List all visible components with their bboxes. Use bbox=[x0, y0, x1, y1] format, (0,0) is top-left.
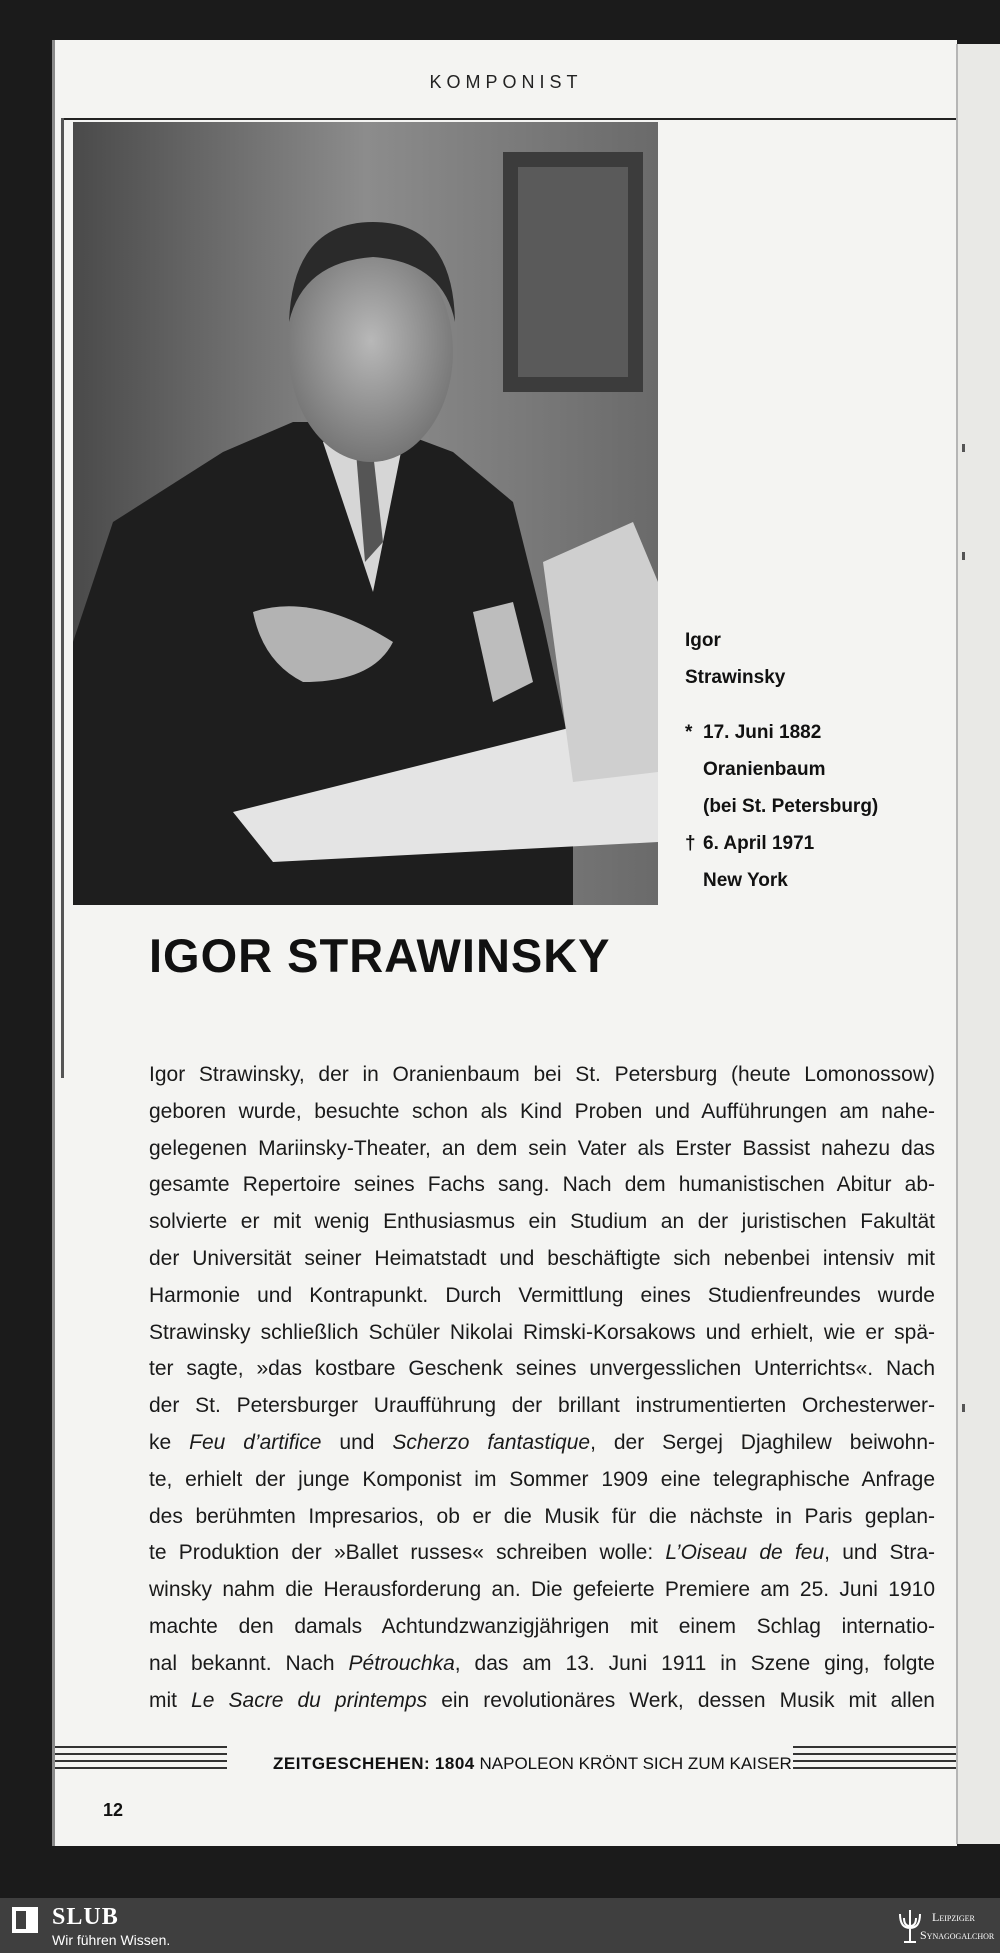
body-line: der St. Petersburger Uraufführung der brillant instrumentierten Orchesterwer- bbox=[149, 1394, 935, 1418]
body-line: gesamte Repertoire seines Fachs sang. Nach dem humanistischen Abitur ab- bbox=[149, 1173, 935, 1197]
caption-name-last: Strawinsky bbox=[685, 667, 786, 688]
slub-name: SLUB bbox=[52, 1904, 119, 1930]
body-line: gelegenen Mariinsky-Theater, an dem sein Vater als Erster Bassist nahezu das bbox=[149, 1136, 935, 1160]
booklet-page bbox=[52, 40, 957, 1846]
body-line: nal bekannt. Nach Pétrouchka, das am 13. Juni 1911 in Szene ging, folgte bbox=[149, 1651, 935, 1675]
article-body bbox=[149, 1057, 935, 1719]
death-date: 6. April 1971 bbox=[703, 833, 815, 854]
article-title: IGOR STRAWINSKY bbox=[149, 929, 611, 982]
timeline-label bbox=[273, 1754, 792, 1774]
timeline-heading: ZEITGESCHEHEN: bbox=[273, 1754, 431, 1773]
work-title: Feu d’artifice bbox=[189, 1430, 322, 1454]
body-line: ke Feu d’artifice und Scherzo fantastique, der Sergej Djaghilew beiwohn- bbox=[149, 1430, 935, 1454]
birth-place: Oranienbaum bbox=[703, 759, 826, 780]
body-line: Strawinsky schließlich Schüler Nikolai Rimski-Korsakows und erhielt, wie er spä- bbox=[149, 1320, 935, 1344]
slub-tagline: Wir führen Wissen. bbox=[52, 1932, 171, 1948]
footer-stripes-right bbox=[793, 1746, 957, 1782]
body-line: mit Le Sacre du printemps ein revolutionäres Werk, dessen Musik mit allen bbox=[149, 1688, 935, 1712]
work-title: Pétrouchka bbox=[348, 1651, 455, 1675]
body-line: winsky nahm die Herausforderung an. Die gefeierte Premiere am 25. Juni 1910 bbox=[149, 1578, 935, 1602]
body-line: ter sagte, »das kostbare Geschenk seines unvergesslichen Unterrichts«. Nach bbox=[149, 1357, 935, 1381]
timeline-event: NAPOLEON KRÖNT SICH ZUM KAISER bbox=[479, 1754, 792, 1773]
birth-date: 17. Juni 1882 bbox=[703, 722, 822, 743]
body-line: Harmonie und Kontrapunkt. Durch Vermittlung eines Studienfreundes wurde bbox=[149, 1283, 935, 1307]
body-line: geboren wurde, besuchte schon als Kind Proben und Aufführungen am nahe- bbox=[149, 1099, 935, 1123]
next-page-edge bbox=[956, 44, 1000, 1844]
body-line: te Produktion der »Ballet russes« schreiben wolle: L’Oiseau de feu, und Stra- bbox=[149, 1541, 935, 1565]
section-header: KOMPONIST bbox=[429, 72, 583, 92]
spine-line bbox=[61, 118, 64, 1078]
footer-stripes-left bbox=[55, 1746, 227, 1782]
body-line: Igor Strawinsky, der in Oranienbaum bei St. Petersburg (heute Lomonossow) bbox=[149, 1063, 935, 1086]
caption-name-first: Igor bbox=[685, 630, 721, 651]
portrait-caption bbox=[685, 622, 955, 899]
page-number: 12 bbox=[103, 1800, 124, 1820]
body-line: der Universität seiner Heimatstadt und beschäftigte sich nebenbei intensiv mit bbox=[149, 1246, 935, 1270]
work-title: L’Oiseau de feu bbox=[665, 1541, 825, 1565]
portrait-illustration bbox=[73, 122, 658, 905]
body-line: solvierte er mit wenig Enthusiasmus ein Studium an der juristischen Fakultät bbox=[149, 1210, 935, 1234]
branding-bar bbox=[0, 1898, 1000, 1953]
header-rule bbox=[61, 118, 957, 120]
work-title: Le Sacre du printemps bbox=[191, 1688, 428, 1712]
work-title: Scherzo fantastique bbox=[392, 1430, 591, 1454]
choir-name-line2: Synagogalchor bbox=[920, 1928, 995, 1942]
portrait-photo bbox=[73, 122, 658, 905]
timeline-footer bbox=[55, 1746, 957, 1782]
choir-name-line1: Leipziger bbox=[932, 1910, 975, 1924]
timeline-year: 1804 bbox=[434, 1754, 475, 1773]
birth-symbol: * bbox=[685, 722, 693, 743]
death-place: New York bbox=[703, 870, 788, 891]
slub-logo-icon bbox=[12, 1907, 38, 1933]
birth-place-detail: (bei St. Petersburg) bbox=[703, 796, 879, 817]
body-line: des berühmten Impresarios, ob er die Musik für die nächste in Paris geplan- bbox=[149, 1504, 935, 1528]
body-line: te, erhielt der junge Komponist im Sommer 1909 eine telegraphische Anfrage bbox=[149, 1467, 935, 1491]
death-symbol: † bbox=[685, 833, 696, 854]
body-line: machte den damals Achtundzwanzigjährigen mit einem Schlag internatio- bbox=[149, 1614, 935, 1638]
